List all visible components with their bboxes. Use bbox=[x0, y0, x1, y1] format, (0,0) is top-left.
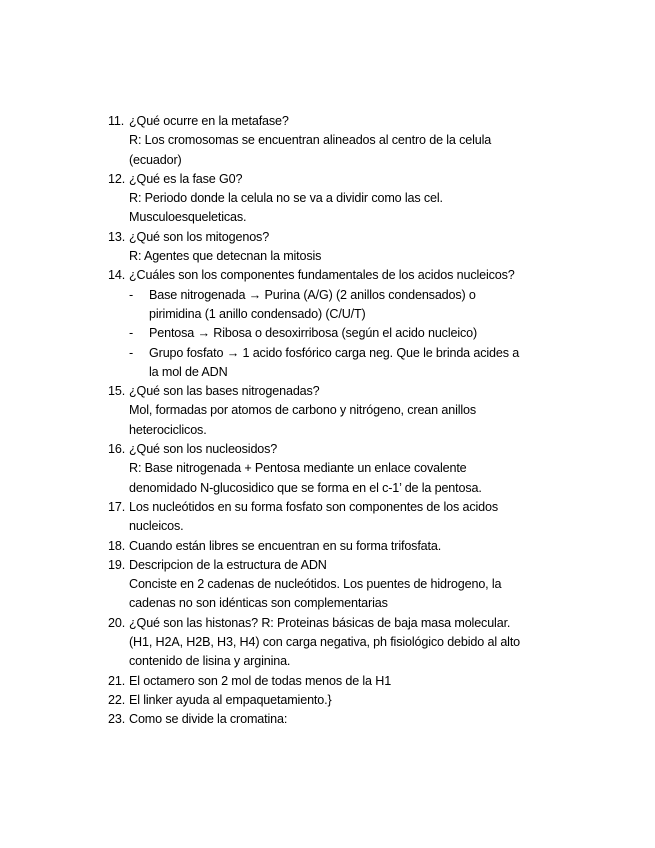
question-text: ¿Qué son las histonas? R: Proteinas básicas de baja masa molecular. bbox=[129, 615, 511, 630]
question-number: 17. bbox=[108, 499, 126, 514]
bullet-line: Base nitrogenada → Purina (A/G) (2 anillos condensados) o bbox=[149, 287, 476, 302]
question-number: 20. bbox=[108, 615, 126, 630]
question-body bbox=[129, 691, 578, 710]
bullet-item bbox=[129, 324, 578, 343]
bullet-line: Pentosa → Ribosa o desoxirribosa (según el acido nucleico) bbox=[149, 326, 478, 341]
bullet-line: Grupo fosfato → 1 acido fosfórico carga neg. Que le brinda acides a bbox=[149, 345, 520, 360]
question-text: Cuando están libres se encuentran en su forma trifosfata. bbox=[129, 538, 442, 553]
question-text: ¿Qué son los nucleosidos? bbox=[129, 442, 278, 457]
question-number: 23. bbox=[108, 712, 126, 727]
question-text: El linker ayuda al empaquetamiento.} bbox=[129, 692, 332, 707]
question-body bbox=[129, 498, 578, 537]
question-number: 22. bbox=[108, 692, 126, 707]
question-text: El octamero son 2 mol de todas menos de la H1 bbox=[129, 673, 392, 688]
question-item bbox=[108, 556, 578, 614]
question-item bbox=[108, 228, 578, 267]
bullet-dash: - bbox=[129, 326, 134, 341]
question-body bbox=[129, 170, 578, 228]
answer-text: Musculoesqueleticas. bbox=[129, 210, 247, 225]
question-text: ¿Qué es la fase G0? bbox=[129, 171, 243, 186]
question-number: 19. bbox=[108, 557, 126, 572]
answer-text: denomidado N-glucosidico que se forma en el c-1’ de la pentosa. bbox=[129, 480, 482, 495]
question-item bbox=[108, 170, 578, 228]
question-number: 18. bbox=[108, 538, 126, 553]
question-number: 12. bbox=[108, 171, 126, 186]
question-number: 15. bbox=[108, 384, 126, 399]
question-text: Los nucleótidos en su forma fosfato son componentes de los acidos bbox=[129, 499, 498, 514]
question-item bbox=[108, 112, 578, 170]
bullet-item bbox=[129, 344, 578, 383]
answer-text: (ecuador) bbox=[129, 152, 182, 167]
bullet-line: la mol de ADN bbox=[149, 364, 228, 379]
answer-text: R: Los cromosomas se encuentran alineados al centro de la celula bbox=[129, 133, 492, 148]
answer-text: heterociclicos. bbox=[129, 422, 207, 437]
question-item bbox=[108, 266, 578, 382]
question-body bbox=[129, 556, 578, 614]
question-number: 13. bbox=[108, 229, 126, 244]
bullet-text bbox=[149, 286, 476, 325]
question-item bbox=[108, 710, 578, 729]
question-item bbox=[108, 382, 578, 440]
question-list bbox=[108, 112, 578, 730]
question-item bbox=[108, 614, 578, 672]
question-body bbox=[129, 112, 578, 170]
bullet-text bbox=[149, 324, 477, 343]
bullet-dash: - bbox=[129, 287, 134, 302]
question-item bbox=[108, 498, 578, 537]
question-text: ¿Qué son las bases nitrogenadas? bbox=[129, 384, 320, 399]
answer-text: R: Periodo donde la celula no se va a dividir como las cel. bbox=[129, 191, 443, 206]
answer-text: cadenas no son idénticas son complementarias bbox=[129, 596, 388, 611]
question-body bbox=[129, 537, 578, 556]
question-item bbox=[108, 672, 578, 691]
question-body bbox=[129, 382, 578, 440]
answer-text: R: Base nitrogenada + Pentosa mediante un enlace covalente bbox=[129, 461, 467, 476]
question-body bbox=[129, 228, 578, 267]
question-number: 16. bbox=[108, 442, 126, 457]
question-body bbox=[129, 266, 578, 382]
bullet-item bbox=[129, 286, 578, 325]
question-text: ¿Cuáles son los componentes fundamentales de los acidos nucleicos? bbox=[129, 268, 515, 283]
question-text: ¿Qué son los mitogenos? bbox=[129, 229, 270, 244]
question-body bbox=[129, 710, 578, 729]
bullet-list bbox=[129, 286, 578, 382]
question-number: 14. bbox=[108, 268, 126, 283]
question-text: ¿Qué ocurre en la metafase? bbox=[129, 114, 289, 128]
question-body bbox=[129, 440, 578, 498]
answer-text: nucleicos. bbox=[129, 519, 184, 534]
bullet-line: pirimidina (1 anillo condensado) (C/U/T) bbox=[149, 306, 366, 321]
question-item bbox=[108, 440, 578, 498]
question-item bbox=[108, 691, 578, 710]
question-number: 11. bbox=[108, 114, 125, 128]
answer-text: Mol, formadas por atomos de carbono y nitrógeno, crean anillos bbox=[129, 403, 477, 418]
question-body bbox=[129, 614, 578, 672]
question-item bbox=[108, 537, 578, 556]
answer-text: contenido de lisina y arginina. bbox=[129, 654, 291, 669]
answer-text: R: Agentes que detecnan la mitosis bbox=[129, 249, 322, 264]
question-text: Como se divide la cromatina: bbox=[129, 712, 288, 727]
question-number: 21. bbox=[108, 673, 126, 688]
question-body bbox=[129, 672, 578, 691]
bullet-text bbox=[149, 344, 519, 383]
question-text: Descripcion de la estructura de ADN bbox=[129, 557, 327, 572]
bullet-dash: - bbox=[129, 345, 134, 360]
answer-text: (H1, H2A, H2B, H3, H4) con carga negativa, ph fisiológico debido al alto bbox=[129, 635, 521, 650]
answer-text: Conciste en 2 cadenas de nucleótidos. Los puentes de hidrogeno, la bbox=[129, 577, 502, 592]
